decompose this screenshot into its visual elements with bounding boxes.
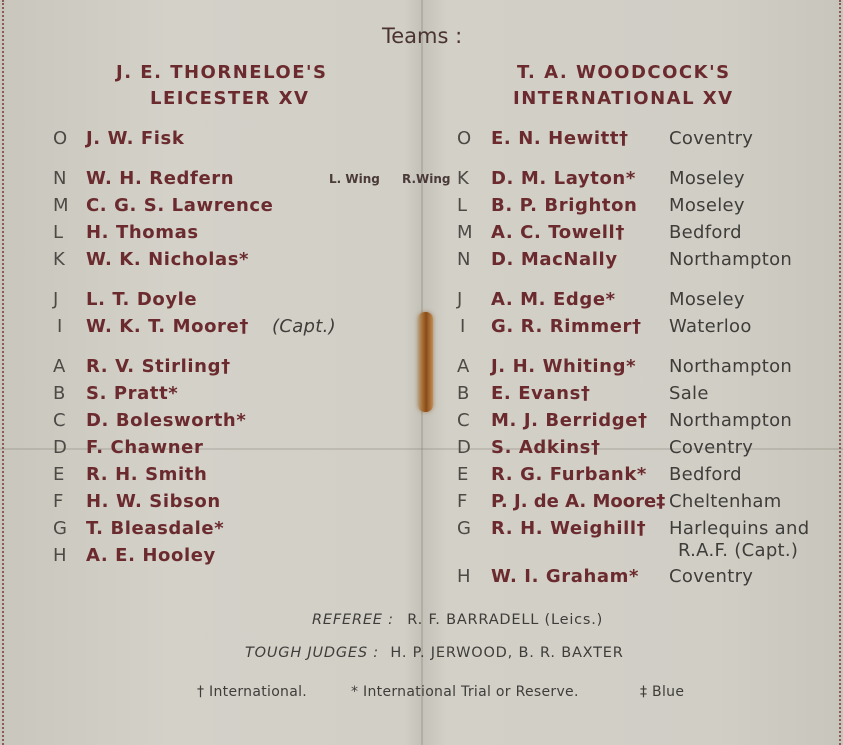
right-player-name: A. C. Towell†	[491, 222, 625, 243]
club-name: Moseley	[669, 195, 745, 216]
left-player-name: A. E. Hooley	[86, 545, 216, 566]
right-position-letter: M	[457, 222, 473, 243]
left-player-name: W. K. Nicholas*	[86, 249, 250, 270]
club-name: Northampton	[669, 410, 793, 431]
legend-international: † International.	[197, 684, 308, 700]
club-name: Coventry	[669, 128, 754, 149]
left-position-letter: K	[53, 249, 65, 270]
right-player-name: W. I. Graham*	[491, 566, 640, 587]
right-player-name: M. J. Berridge†	[491, 410, 648, 431]
right-player-name: R. G. Furbank*	[491, 464, 647, 485]
referee-line	[312, 612, 603, 628]
right-position-letter: G	[457, 518, 471, 539]
right-player-name: J. H. Whiting*	[491, 356, 637, 377]
left-position-letter: I	[57, 316, 63, 337]
left-team-title-line1: J. E. THORNELOE'S	[116, 62, 328, 83]
left-position-letter: L	[53, 222, 64, 243]
right-position-letter: K	[457, 168, 469, 189]
left-player-name: F. Chawner	[86, 437, 204, 458]
touch-judges-label: TOUGH JUDGES :	[245, 645, 379, 661]
right-position-letter: L	[457, 195, 468, 216]
referee-label: REFEREE :	[312, 612, 394, 628]
left-player-name: C. G. S. Lawrence	[86, 195, 274, 216]
right-position-letter: C	[457, 410, 470, 431]
club-name: Coventry	[669, 566, 754, 587]
left-position-letter: N	[53, 168, 67, 189]
right-perforation	[839, 0, 841, 745]
left-player-name: L. T. Doyle	[86, 289, 198, 310]
left-player-name: T. Bleasdale*	[86, 518, 225, 539]
right-position-letter: J	[457, 289, 463, 310]
left-position-letter: G	[53, 518, 67, 539]
left-player-name: R. V. Stirling†	[86, 356, 231, 377]
right-player-name: B. P. Brighton	[491, 195, 638, 216]
left-position-letter: F	[53, 491, 64, 512]
left-player-name: S. Pratt*	[86, 383, 179, 404]
left-position-letter: A	[53, 356, 66, 377]
legend-blue: ‡ Blue	[640, 684, 685, 700]
right-wing-label: R.Wing	[402, 172, 451, 186]
right-position-letter: A	[457, 356, 470, 377]
right-team-title-line2: INTERNATIONAL XV	[513, 88, 734, 109]
left-player-name: W. K. T. Moore†	[86, 316, 249, 337]
right-team-title-line1: T. A. WOODCOCK'S	[517, 62, 731, 83]
right-player-name: G. R. Rimmer†	[491, 316, 642, 337]
left-position-letter: E	[53, 464, 65, 485]
club-name: Waterloo	[669, 316, 752, 337]
club-name: Harlequins and	[669, 518, 810, 539]
right-player-name: P. J. de A. Moore‡	[491, 491, 666, 512]
left-player-name: W. H. Redfern	[86, 168, 235, 189]
club-name: Cheltenham	[669, 491, 782, 512]
right-player-name: R. H. Weighill†	[491, 518, 647, 539]
left-position-letter: D	[53, 437, 67, 458]
staple-icon	[418, 312, 433, 412]
right-player-name: D. M. Layton*	[491, 168, 636, 189]
right-player-name: D. MacNally	[491, 249, 618, 270]
right-position-letter: D	[457, 437, 471, 458]
left-position-letter: H	[53, 545, 67, 566]
left-position-letter: B	[53, 383, 66, 404]
right-position-letter: H	[457, 566, 471, 587]
club-name: Moseley	[669, 168, 745, 189]
left-player-name: R. H. Smith	[86, 464, 208, 485]
legend-trial-reserve: * International Trial or Reserve.	[351, 684, 579, 700]
left-player-name: H. W. Sibson	[86, 491, 221, 512]
right-player-name: A. M. Edge*	[491, 289, 616, 310]
left-player-name: J. W. Fisk	[86, 128, 185, 149]
page-heading: Teams :	[382, 24, 463, 48]
right-position-letter: N	[457, 249, 471, 270]
club-name: Moseley	[669, 289, 745, 310]
club-name: Bedford	[669, 222, 742, 243]
right-player-name: E. N. Hewitt†	[491, 128, 629, 149]
referee-name: R. F. BARRADELL (Leics.)	[407, 612, 604, 628]
left-team-title-line2: LEICESTER XV	[150, 88, 310, 109]
left-player-name: H. Thomas	[86, 222, 199, 243]
touch-judges-names: H. P. JERWOOD, B. R. BAXTER	[390, 645, 624, 661]
left-player-name: D. Bolesworth*	[86, 410, 247, 431]
left-position-letter: J	[53, 289, 59, 310]
club-name: Sale	[669, 383, 709, 404]
club-name-line2: R.A.F. (Capt.)	[678, 540, 799, 561]
left-position-letter: C	[53, 410, 66, 431]
club-name: Northampton	[669, 249, 793, 270]
right-position-letter: O	[457, 128, 472, 149]
right-position-letter: I	[460, 316, 466, 337]
right-position-letter: B	[457, 383, 470, 404]
right-position-letter: E	[457, 464, 469, 485]
club-name: Northampton	[669, 356, 793, 377]
club-name: Coventry	[669, 437, 754, 458]
left-perforation	[2, 0, 4, 745]
left-wing-label: L. Wing	[329, 172, 380, 186]
right-position-letter: F	[457, 491, 468, 512]
club-name: Bedford	[669, 464, 742, 485]
captain-note: (Capt.)	[272, 316, 336, 337]
right-player-name: S. Adkins†	[491, 437, 601, 458]
left-position-letter: M	[53, 195, 69, 216]
left-position-letter: O	[53, 128, 68, 149]
right-player-name: E. Evans†	[491, 383, 591, 404]
touch-judges-line	[245, 645, 624, 661]
